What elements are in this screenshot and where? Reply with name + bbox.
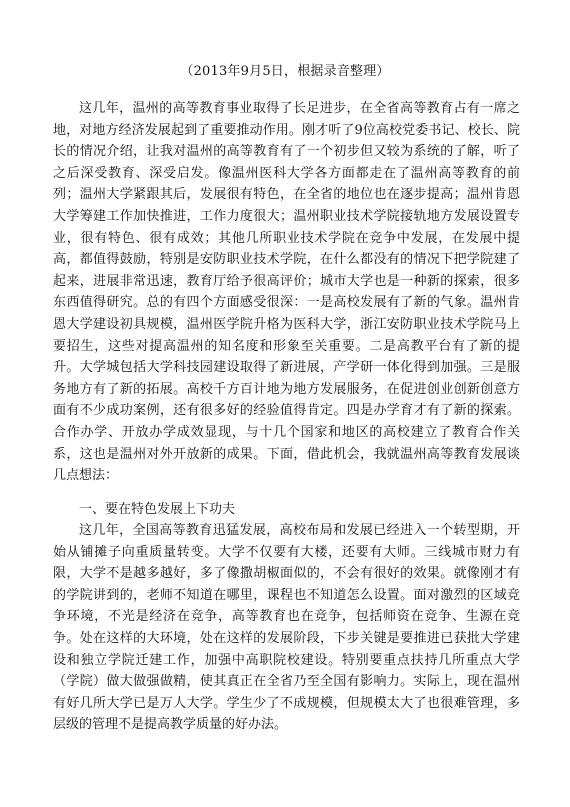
paragraph-2: 这几年，全国高等教育迅猛发展，高校布局和发展已经进入一个转型期，开始从铺摊子向重质量转变。大学不仅要有大楼，还要有大师。三线城市财力有限，大学不是越多越好，多了像撒胡椒面似的，不会有很好的效果。就像刚才有的学院讲到的，老师不知道在哪里，课程也不知道怎么设置。面对激烈的区域竞争环境，不光是经济在竞争，高等教育也在竞争，包括师资在竞争、生源在竞争。处在这样的大环境，处在这样的发展阶段，下步关键是要推进已获批大学建设和独立学院迁建工作，加强中高职院校建设。特别要重点扶持几所重点大学（学院）做大做强做精，使其真正在全省乃至全国有影响力。实际上，现在温州有好几所大学已是万人大学。学生少了不成规模，但规模太大了也很难管理，多层级的管理不是提高教学质量的好办法。 xyxy=(53,523,520,733)
document-subtitle: （2013年9月5日，根据录音整理） xyxy=(180,64,390,79)
section-heading-1: 一、要在特色发展上下功夫 xyxy=(79,502,236,517)
paragraph-1: 这几年，温州的高等教育事业取得了长足进步，在全省高等教育占有一席之地，对地方经济发展起到了重要推动作用。刚才听了9位高校党委书记、校长、院长的情况介绍，让我对温州的高等教育有了一个初步但又较为系统的了解，听了之后深受教育、深受启发。像温州医科大学各方面都走在了温州高等教育的前列；温州大学紧跟其后，发展很有特色，在全省的地位也在逐步提高；温州肯恩大学筹建工作加快推进，工作力度很大；温州职业技术学院接轨地方发展设置专业，很有特色、很有成效；其他几所职业技术学院在竞争中发展，在发展中提高，都值得鼓励，特别是安防职业技术学院，在什么都没有的情况下把学院建了起来，进展非常迅速，教育厅给予很高评价；城市大学也是一种新的探索，很多东西值得研究。总的有四个方面感受很深：一是高校发展有了新的气象。温州肯恩大学建设初具规模，温州医学院升格为医科大学，浙江安防职业技术学院马上要招生，这些对提高温州的知名度和形象至关重要。二是高教平台有了新的提升。大学城包括大学科技园建设取得了新进展，产学研一体化得到加强。三是服务地方有了新的拓展。高校千方百计地为地方发展服务，在促进创业创新创意方面有不少成功案例，还有很多好的经验值得肯定。四是办学育才有了新的探索。合作办学、开放办学成效显现，与十几个国家和地区的高校建立了教育合作关系，这也是温州对外开放新的成果。下面，借此机会，我就温州高等教育发展谈几点想法： xyxy=(53,101,520,484)
